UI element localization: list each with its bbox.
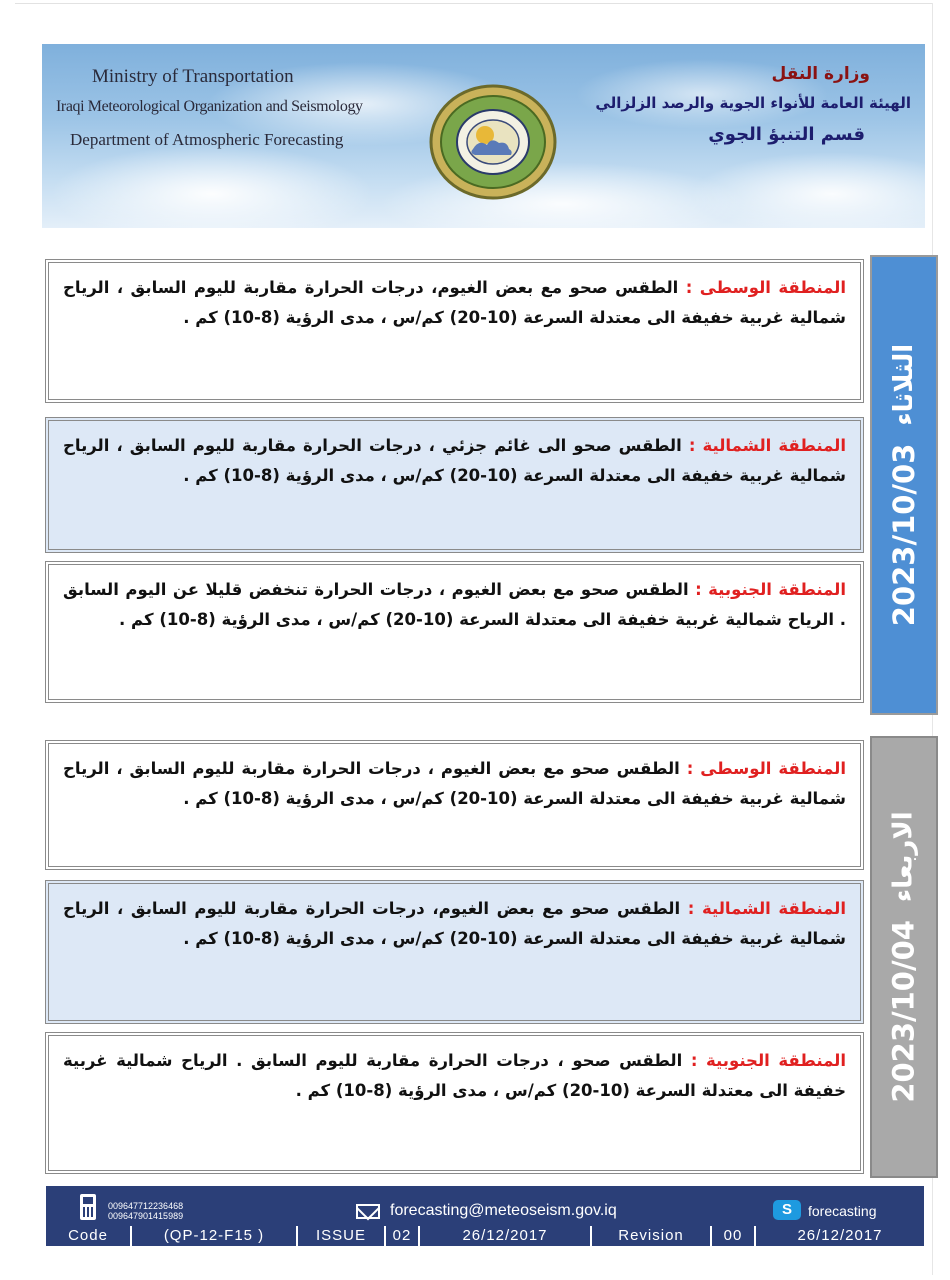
revision-value: 00 — [712, 1226, 756, 1246]
weekday-name: الثلاثاء — [889, 343, 919, 426]
phone-icon — [80, 1194, 96, 1220]
region-forecast-text: الطقس صحو مع بعض الغيوم، درجات الحرارة مقاربة لليوم السابق ، الرياح شمالية غربية خفيفة الى معتدلة السرعة (10-20) كم/س ، مدى الرؤية (8-10) كم . — [63, 899, 846, 948]
issue-label: ISSUE — [298, 1226, 386, 1246]
phone-numbers — [108, 1201, 183, 1221]
forecast-date: 2023/10/03 — [887, 443, 921, 627]
region-central — [45, 740, 864, 870]
page-top-border — [15, 3, 933, 4]
region-central — [45, 259, 864, 403]
forecast-day-2 — [43, 736, 938, 1178]
ministry-name-en: Ministry of Transportation — [92, 66, 294, 87]
region-name: المنطقة الوسطى : — [685, 278, 846, 297]
organization-name-en: Iraqi Meteorological Organization and Seismology — [56, 98, 363, 115]
document-code-row — [46, 1226, 924, 1246]
region-name: المنطقة الجنوبية : — [690, 1051, 846, 1070]
code-value: (QP-12-F15 ) — [132, 1226, 298, 1246]
region-southern — [45, 561, 864, 703]
forecast-day-1 — [43, 255, 938, 715]
organization-name-ar: الهيئة العامة للأنواء الجوية والرصد الزلزالي — [595, 94, 911, 112]
region-northern — [45, 417, 864, 553]
region-name: المنطقة الجنوبية : — [695, 580, 846, 599]
region-forecast-text: الطقس صحو مع بعض الغيوم ، درجات الحرارة تنخفض قليلا عن اليوم السابق . الرياح شمالية غربية خفيفة الى معتدلة السرعة (10-20) كم/س ، مدى الرؤية (8-10) كم . — [63, 580, 846, 629]
header-banner — [42, 44, 925, 228]
region-forecast-text: الطقس صحو مع بعض الغيوم، درجات الحرارة مقاربة لليوم السابق ، الرياح شمالية غربية خفيفة الى معتدلة السرعة (10-20) كم/س ، مدى الرؤية (8-10) كم . — [63, 278, 846, 327]
revision-label: Revision — [592, 1226, 712, 1246]
email-address[interactable]: forecasting@meteoseism.gov.iq — [390, 1202, 617, 1219]
ministry-name-ar: وزارة النقل — [771, 64, 870, 84]
region-forecast-text: الطقس صحو مع بعض الغيوم ، درجات الحرارة مقاربة لليوم السابق ، الرياح شمالية غربية خفيفة الى معتدلة السرعة (10-20) كم/س ، مدى الرؤية (8-10) كم . — [63, 759, 846, 808]
region-forecast-text: الطقس صحو الى غائم جزئي ، درجات الحرارة مقاربة لليوم السابق ، الرياح شمالية غربية خفيفة الى معتدلة السرعة (10-20) كم/س ، مدى الرؤية (8-10) كم . — [63, 436, 846, 485]
region-forecast-text: الطقس صحو ، درجات الحرارة مقاربة لليوم السابق . الرياح شمالية غربية خفيفة الى معتدلة السرعة (10-20) كم/س ، مدى الرؤية (8-10) كم . — [63, 1051, 846, 1100]
weekday-name: الاربعاء — [889, 811, 919, 903]
region-name: المنطقة الشمالية : — [687, 899, 846, 918]
region-name: المنطقة الوسطى : — [686, 759, 846, 778]
issue-value: 02 — [386, 1226, 420, 1246]
region-southern — [45, 1032, 864, 1174]
forecast-date: 2023/10/04 — [887, 920, 921, 1103]
meteorological-organization-seal-icon — [425, 83, 561, 201]
skype-handle[interactable]: forecasting — [808, 1203, 877, 1219]
region-northern — [45, 880, 864, 1024]
footer-bar — [46, 1186, 924, 1246]
phone-number-2: 009647901415989 — [108, 1211, 184, 1221]
phone-number-1: 009647712236468 — [108, 1201, 184, 1211]
day-label — [870, 736, 938, 1178]
day-label — [870, 255, 938, 715]
department-name-ar: قسم التنبؤ الجوي — [708, 124, 865, 145]
mail-icon — [356, 1204, 380, 1219]
issue-date: 26/12/2017 — [420, 1226, 592, 1246]
revision-date: 26/12/2017 — [797, 1227, 883, 1244]
department-name-en: Department of Atmospheric Forecasting — [70, 130, 344, 149]
region-name: المنطقة الشمالية : — [688, 436, 846, 455]
code-label: Code — [46, 1226, 132, 1246]
skype-icon: S — [773, 1200, 801, 1220]
